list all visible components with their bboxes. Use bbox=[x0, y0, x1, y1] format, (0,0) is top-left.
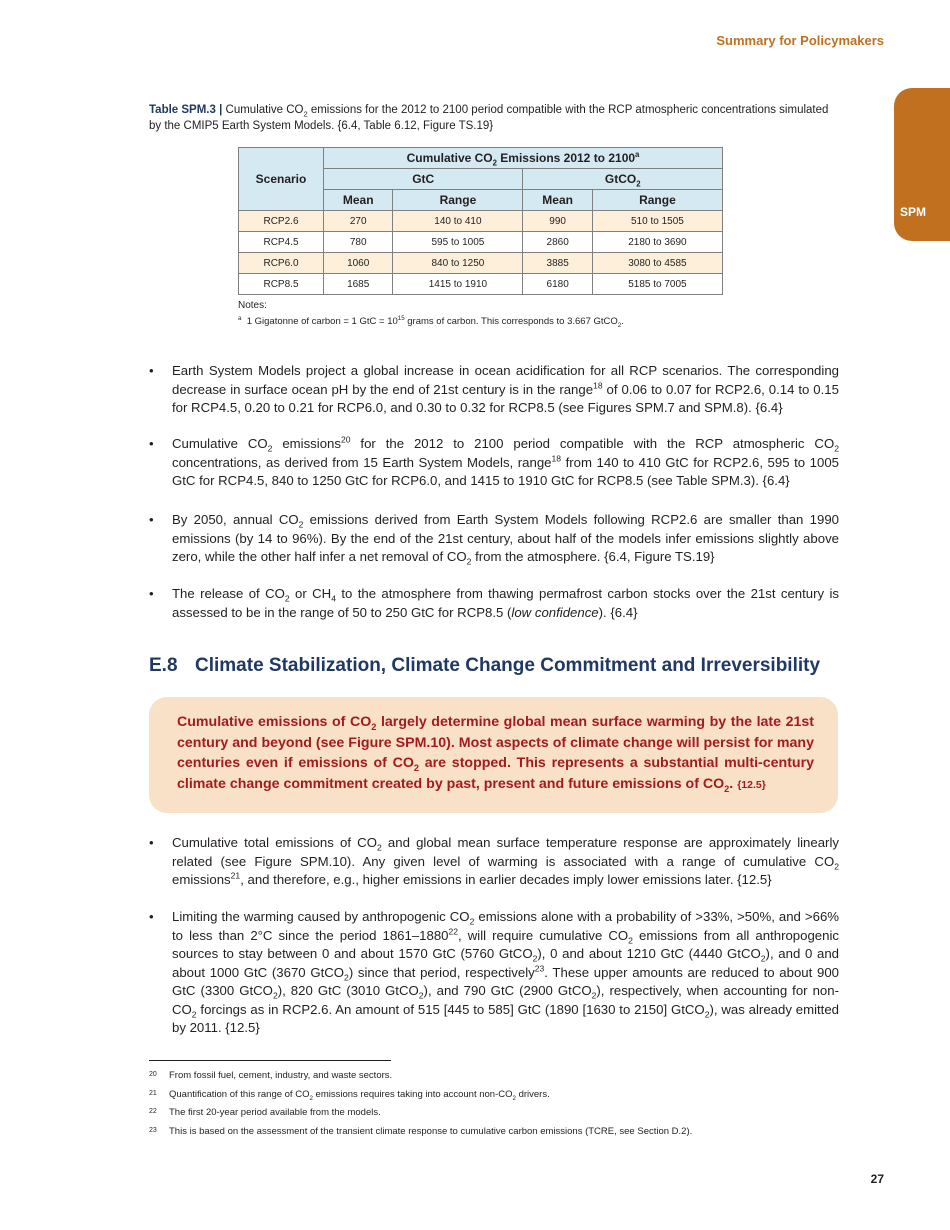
gtco2-mean-header: Mean bbox=[523, 190, 592, 211]
table-row: RCP4.5 780 595 to 1005 2860 2180 to 3690 bbox=[239, 232, 723, 253]
bullet-list-top bbox=[149, 362, 839, 418]
gtc-range-header: Range bbox=[393, 190, 523, 211]
table-caption-label: Table SPM.3 | bbox=[149, 104, 223, 116]
scenario-header: Scenario bbox=[239, 148, 324, 211]
footnote: 20 From fossil fuel, cement, industry, and waste sectors. bbox=[149, 1070, 393, 1081]
gtco2-header: GtCO$_2$ bbox=[523, 169, 723, 190]
page-number: 27 bbox=[870, 1172, 884, 1186]
list-item: • By 2050, annual $CO_2$ emissions derived from Earth System Models following RCP2.6 are smaller than 1990 emissions (by 14 to 96%). By the end of the 21st century, about half of the models infer emissions slightly above zero, while the other half infer a net removal of $CO_2$ from the atmosphere. {6.4, Figure TS.19} bbox=[149, 511, 839, 567]
table-row: RCP2.6 270 140 to 410 990 510 to 1505 bbox=[239, 211, 723, 232]
footnote: 21 Quantification of this range of $CO_2$ emissions requires taking into account non-$CO_2$ drivers. bbox=[149, 1088, 550, 1102]
table-main-header: Cumulative $CO_2$ Emissions 2012 to 2100$^a$ bbox=[324, 148, 723, 169]
gtco2-range-header: Range bbox=[592, 190, 722, 211]
emissions-table bbox=[238, 147, 723, 295]
key-finding-callout: Cumulative emissions of $CO_2$ largely determine global mean surface warming by the late 21st century and beyond (see Figure SPM.10). Most aspects of climate change will persist for many centuries even if emissions of $CO_2$ are stopped. This represents a substantial multi-century climate change commitment created by past, present and future emissions of $CO_2$. {12.5} bbox=[149, 697, 838, 813]
table-caption: Table SPM.3 | Cumulative $CO_2$ emissions for the 2012 to 2100 period compatible with the RCP atmospheric concentrations simulated by the CMIP5 Earth System Models. {6.4, Table 6.12, Figure TS.19} bbox=[149, 104, 829, 132]
footnote: 23 This is based on the assessment of the transient climate response to cumulative carbon emissions (TCRE, see Section D.2). bbox=[149, 1125, 693, 1137]
table-row: RCP6.0 1060 840 to 1250 3885 3080 to 4585 bbox=[239, 253, 723, 274]
list-item: • The release of $CO_2$ or $CH_4$ to the atmosphere from thawing permafrost carbon stocks over the 21st century is assessed to be in the range of 50 to 250 GtC for RCP8.5 (low confidence). {6.4} bbox=[149, 585, 839, 622]
gtc-header: GtC bbox=[324, 169, 523, 190]
footnote-divider bbox=[149, 1060, 391, 1061]
table-footnote: $^a$ 1 Gigatonne of carbon = 1 GtC = $10^{15}$ grams of carbon. This corresponds to 3.667 GtCO$_2$. bbox=[238, 314, 624, 329]
footnote: 22 The first 20-year period available from the models. bbox=[149, 1107, 381, 1118]
list-item: • Limiting the warming caused by anthropogenic $CO_2$ emissions alone with a probability of >33%, >50%, and >66% to less than 2°C since the period 1861–1880$^{22}$, will require cumulative $CO_2$ emissions from all anthropogenic sources to stay between 0 and about 1570 GtC (5760 GtCO$_2$), 0 and about 1210 GtC (4440 GtCO$_2$), and 0 and about 1000 GtC (3670 GtCO$_2$) since that period, respectively$^{23}$. These upper amounts are reduced to about 900 GtC (3300 GtCO$_2$), 820 GtC (3010 GtCO$_2$), and 790 GtC (2900 GtCO$_2$), respectively, when accounting for non-$CO_2$ forcings as in RCP2.6. An amount of 515 [445 to 585] GtC (1890 [1630 to 2150] GtCO$_2$), was already emitted by 2011. {12.5} bbox=[149, 908, 839, 1038]
table-row: RCP8.5 1685 1415 to 1910 6180 5185 to 7005 bbox=[239, 274, 723, 295]
running-header: Summary for Policymakers bbox=[716, 33, 884, 48]
list-item: • Earth System Models project a global increase in ocean acidification for all RCP scenarios. The corresponding decrease in surface ocean pH by the end of 21st century is in the range$^{18}$ of 0.06 to 0.07 for RCP2.6, 0.14 to 0.15 for RCP4.5, 0.20 to 0.21 for RCP6.0, and 0.30 to 0.32 for RCP8.5 (see Figures SPM.7 and SPM.8). {6.4} bbox=[149, 362, 839, 418]
gtc-mean-header: Mean bbox=[324, 190, 393, 211]
section-heading: E.8 Climate Stabilization, Climate Change Commitment and Irreversibility bbox=[149, 655, 821, 676]
list-item: • Cumulative total emissions of $CO_2$ and global mean surface temperature response are approximately linearly related (see Figure SPM.10). Any given level of warming is associated with a range of cumulative $CO_2$ emissions$^{21}$, and therefore, e.g., higher emissions in earlier decades imply lower emissions later. {12.5} bbox=[149, 834, 839, 890]
list-item: • Cumulative $CO_2$ emissions$^{20}$ for the 2012 to 2100 period compatible with the RCP atmospheric $CO_2$ concentrations, as derived from 15 Earth System Models, range$^{18}$ from 140 to 410 GtC for RCP2.6, 595 to 1005 GtC for RCP4.5, 840 to 1250 GtC for RCP6.0, and 1415 to 1910 GtC for RCP8.5 (see Table SPM.3). {6.4} bbox=[149, 435, 839, 491]
footnotes bbox=[149, 1070, 839, 1144]
table-notes: Notes: $^a$ 1 Gigatonne of carbon = 1 GtC = $10^{15}$ grams of carbon. This corresponds to 3.667 GtCO$_2$. bbox=[238, 300, 624, 329]
spm-tab-label: SPM bbox=[900, 205, 927, 219]
spm-section-tab bbox=[894, 88, 950, 241]
